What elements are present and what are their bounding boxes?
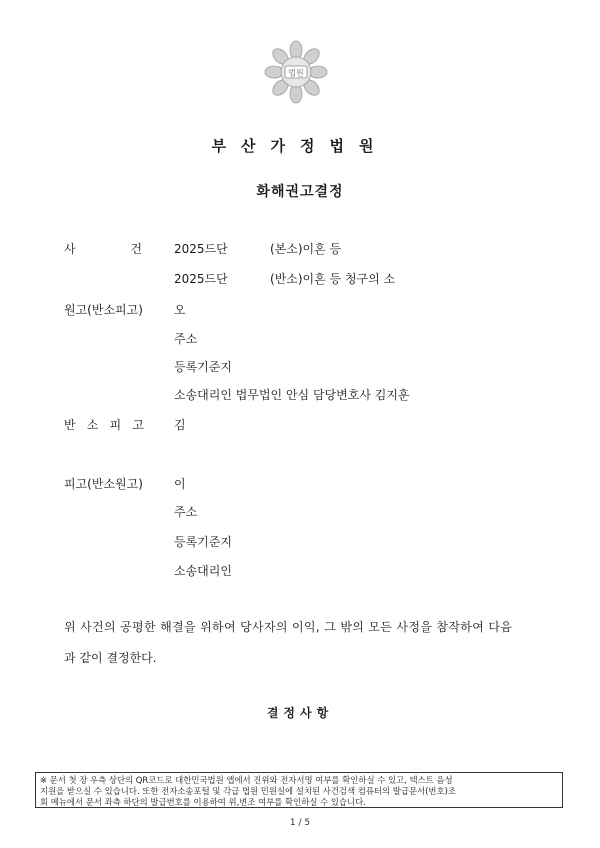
- court-seal-icon: [262, 38, 330, 106]
- document-title: 화해권고결정: [256, 184, 344, 200]
- body-line-1: 위 사건의 공평한 해결을 위하여 당사자의 이익, 그 밖의 모든 사정을 참작하여 다음: [64, 620, 513, 634]
- plaintiff-registration-label: 등록기준지: [174, 360, 232, 374]
- plaintiff-address-label: 주소: [174, 332, 198, 346]
- defendant-agent-label: 소송대리인: [174, 564, 232, 578]
- notice-line-1: ※ 문서 첫 장 우측 상단의 QR코드로 대한민국법원 앱에서 진위와 전자서명 여부를 확인하실 수 있고, 텍스트 음성: [40, 775, 453, 785]
- case-label: 사 건: [64, 242, 142, 256]
- page-number: 1 / 5: [289, 818, 311, 828]
- defendant-address-label: 주소: [174, 505, 198, 519]
- case-desc-1: (본소)이혼 등: [270, 242, 342, 256]
- section-title: 결정사항: [266, 706, 334, 720]
- seal-text: 법원: [288, 68, 304, 78]
- defendant-name: 이: [174, 477, 186, 491]
- body-paragraph: [64, 612, 542, 674]
- case-desc-2: (반소)이혼 등 청구의 소: [270, 272, 396, 286]
- court-name: 부산가정법원: [211, 137, 389, 155]
- defendant-label: 피고(반소원고): [64, 477, 143, 491]
- counter-defendant-label: 반 소 피 고: [64, 418, 144, 432]
- plaintiff-label: 원고(반소피고): [64, 303, 143, 317]
- plaintiff-name: 오: [174, 303, 186, 317]
- verification-notice: [35, 772, 563, 808]
- case-number-1: 2025드단: [174, 242, 228, 256]
- plaintiff-agent: 소송대리인 법무법인 안심 담당변호사 김지훈: [174, 388, 410, 402]
- body-line-2: 과 같이 결정한다.: [64, 651, 157, 665]
- notice-line-2: 지원을 받으실 수 있습니다. 또한 전자소송포털 및 각급 법원 민원실에 설치된 사건검색 컴퓨터의 발급문서(번호)조: [40, 786, 456, 796]
- case-number-2: 2025드단: [174, 272, 228, 286]
- defendant-registration-label: 등록기준지: [174, 535, 232, 549]
- counter-defendant-name: 김: [174, 418, 186, 432]
- notice-line-3: 회 메뉴에서 문서 좌측 하단의 발급번호를 이용하여 위,변조 여부를 확인하실 수 있습니다.: [40, 797, 366, 807]
